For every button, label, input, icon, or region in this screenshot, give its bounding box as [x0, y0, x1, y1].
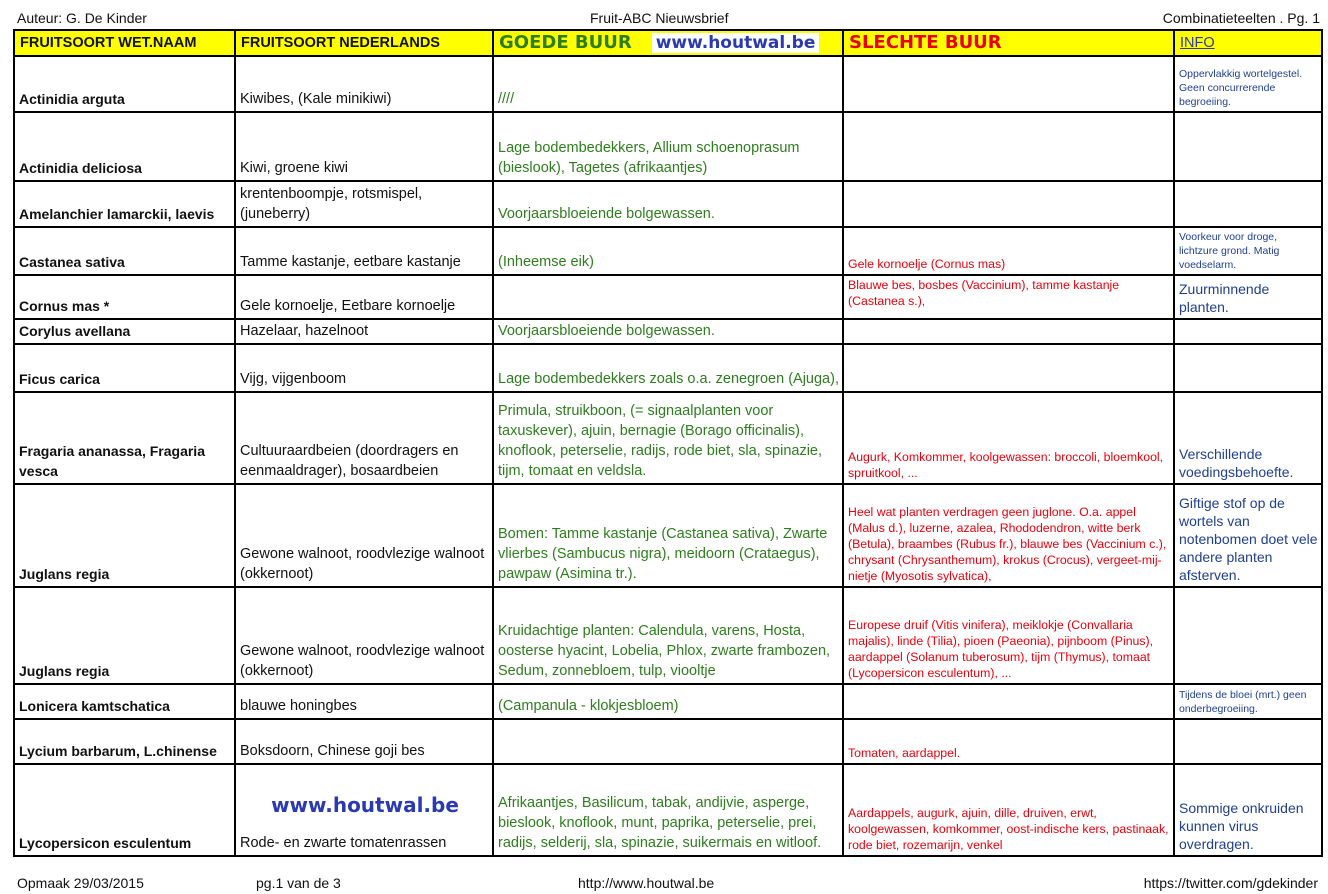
cell-good: Primula, struikboon, (= signaalplanten voor taxuskever), ajuin, bernagie (Borago officinalis), knoflook, peterselie, radijs, rode biet, sla, spinazie, tijm, tomaat en veldsla.: [493, 392, 843, 484]
cell-info: [1174, 319, 1322, 344]
combination-table: [13, 29, 1323, 857]
cell-bad: Tomaten, aardappel.: [843, 719, 1174, 764]
cell-info: [1174, 112, 1322, 181]
cell-dutch: Kiwi, groene kiwi: [235, 112, 493, 181]
cell-good: Bomen: Tamme kastanje (Castanea sativa), Zwarte vlierbes (Sambucus nigra), meidoorn (Crataegus), pawpaw (Asimina tr.).: [493, 484, 843, 587]
cell-good: (Inheemse eik): [493, 227, 843, 275]
footer-site-link[interactable]: http://www.houtwal.be: [578, 875, 715, 891]
cell-bad: [843, 684, 1174, 719]
footer-date: Opmaak 29/03/2015: [17, 875, 144, 891]
table-row: [14, 319, 1322, 344]
table-row: [14, 56, 1322, 112]
cell-dutch: blauwe honingbes: [235, 684, 493, 719]
table-row: [14, 112, 1322, 181]
cell-scientific: Castanea sativa: [14, 227, 235, 275]
cell-bad: Europese druif (Vitis vinifera), meiklokje (Convallaria majalis), linde (Tilia), pioen (Paeonia), pijnboom (Pinus), aardappel (Solanum tuberosum), tijm (Thymus), tomaat (Lycopersicon esculentum), ...: [843, 587, 1174, 684]
col-header-info: INFO: [1174, 30, 1322, 56]
cell-info: Verschillende voedingsbehoefte.: [1174, 392, 1322, 484]
footer-page: pg.1 van de 3: [256, 875, 341, 891]
table-row: [14, 587, 1322, 684]
table-row: [14, 181, 1322, 227]
cell-good: [493, 719, 843, 764]
cell-bad: [843, 344, 1174, 392]
cell-bad: [843, 112, 1174, 181]
cell-info: Giftige stof op de wortels van notenbomen doet vele andere planten afsterven.: [1174, 484, 1322, 587]
table-row: [14, 344, 1322, 392]
cell-dutch: Vijg, vijgenboom: [235, 344, 493, 392]
cell-dutch: krentenboompje, rotsmispel, (juneberry): [235, 181, 493, 227]
col-header-good-neighbor: GOEDE BUUR www.houtwal.be: [493, 30, 843, 56]
cell-good: Kruidachtige planten: Calendula, varens, Hosta, oosterse hyacint, Lobelia, Phlox, zwarte frambozen, Sedum, zonnebloem, tulp, viooltje: [493, 587, 843, 684]
cell-scientific: Actinidia arguta: [14, 56, 235, 112]
cell-scientific: Ficus carica: [14, 344, 235, 392]
cell-scientific: Lonicera kamtschatica: [14, 684, 235, 719]
cell-scientific: Juglans regia: [14, 587, 235, 684]
cell-info: Voorkeur voor droge, lichtzure grond. Matig voedselarm.: [1174, 227, 1322, 275]
cell-info: Zuurminnende planten.: [1174, 275, 1322, 319]
cell-good: Lage bodembedekkers zoals o.a. zenegroen (Ajuga),: [493, 344, 843, 392]
cell-bad: [843, 319, 1174, 344]
header-url: www.houtwal.be: [652, 33, 820, 53]
cell-good: Lage bodembedekkers, Allium schoenoprasum (bieslook), Tagetes (afrikaantjes): [493, 112, 843, 181]
table-row: [14, 764, 1322, 856]
cell-good: [493, 275, 843, 319]
cell-good: ////: [493, 56, 843, 112]
cell-bad: Blauwe bes, bosbes (Vaccinium), tamme kastanje (Castanea s.),: [843, 275, 1174, 319]
cell-bad: Augurk, Komkommer, koolgewassen: broccoli, bloemkool, spruitkool, ...: [843, 392, 1174, 484]
cell-bad: [843, 56, 1174, 112]
table-row: [14, 275, 1322, 319]
cell-good: (Campanula - klokjesbloem): [493, 684, 843, 719]
table-row: [14, 484, 1322, 587]
cell-scientific: Fragaria ananassa, Fragaria vesca: [14, 392, 235, 484]
newsletter-title: Fruit-ABC Nieuwsbrief: [590, 10, 729, 26]
cell-scientific: Lycium barbarum, L.chinense: [14, 719, 235, 764]
table-row: [14, 684, 1322, 719]
cell-info: [1174, 344, 1322, 392]
cell-info: Sommige onkruiden kunnen virus overdragen.: [1174, 764, 1322, 856]
cell-dutch: Tamme kastanje, eetbare kastanje: [235, 227, 493, 275]
cell-dutch: Boksdoorn, Chinese goji bes: [235, 719, 493, 764]
cell-dutch: [235, 764, 493, 856]
col-header-dutch: FRUITSOORT NEDERLANDS: [235, 30, 493, 56]
cell-dutch: Cultuuraardbeien (doordragers en eenmaaldrager), bosaardbeien: [235, 392, 493, 484]
table-row: [14, 227, 1322, 275]
footer-twitter-link[interactable]: https://twitter.com/gdekinder: [1143, 875, 1318, 891]
cell-bad: [843, 181, 1174, 227]
table-header-row: [14, 30, 1322, 56]
cell-bad: Heel wat planten verdragen geen juglone. O.a. appel (Malus d.), luzerne, azalea, Rhododendron, witte berk (Betula), braambes (Rubus fr.), blauwe bes (Vaccinium c.), chrysant (Chrysanthemum), krokus (Crocus), vergeet-mij-nietje (Myosotis sylvatica),: [843, 484, 1174, 587]
cell-info: Oppervlakkig wortelgestel. Geen concurrerende begroeiing.: [1174, 56, 1322, 112]
cell-info: Tijdens de bloei (mrt.) geen onderbegroeiing.: [1174, 684, 1322, 719]
cell-good: Voorjaarsbloeiende bolgewassen.: [493, 181, 843, 227]
cell-bad: Aardappels, augurk, ajuin, dille, druiven, erwt, koolgewassen, komkommer, oost-indische kers, pastinaak, rode biet, rozemarijn, venkel: [843, 764, 1174, 856]
col-header-bad-neighbor: SLECHTE BUUR: [843, 30, 1174, 56]
table-row: [14, 392, 1322, 484]
cell-good: Afrikaantjes, Basilicum, tabak, andijvie, asperge, bieslook, knoflook, munt, paprika, peterselie, prei, radijs, selderij, sla, spinazie, suikermais en witloof.: [493, 764, 843, 856]
cell-dutch: Kiwibes, (Kale minikiwi): [235, 56, 493, 112]
cell-scientific: Juglans regia: [14, 484, 235, 587]
cell-info: [1174, 587, 1322, 684]
page-label: Combinatieteelten . Pg. 1: [1162, 10, 1320, 26]
cell-dutch: Gewone walnoot, roodvlezige walnoot (okkernoot): [235, 484, 493, 587]
watermark-url: www.houtwal.be: [271, 793, 459, 817]
cell-dutch: Gewone walnoot, roodvlezige walnoot (okkernoot): [235, 587, 493, 684]
cell-good: Voorjaarsbloeiende bolgewassen.: [493, 319, 843, 344]
cell-scientific: Cornus mas *: [14, 275, 235, 319]
cell-scientific: Amelanchier lamarckii, laevis: [14, 181, 235, 227]
author-label: Auteur: G. De Kinder: [17, 10, 147, 26]
table-row: [14, 719, 1322, 764]
cell-info: [1174, 181, 1322, 227]
col-header-scientific: FRUITSOORT WET.NAAM: [14, 30, 235, 56]
cell-scientific: Corylus avellana: [14, 319, 235, 344]
cell-dutch-text: Rode- en zwarte tomatenrassen: [240, 835, 447, 851]
cell-scientific: Lycopersicon esculentum: [14, 764, 235, 856]
cell-scientific: Actinidia deliciosa: [14, 112, 235, 181]
cell-bad: Gele kornoelje (Cornus mas): [843, 227, 1174, 275]
cell-dutch: Gele kornoelje, Eetbare kornoelje: [235, 275, 493, 319]
cell-dutch: Hazelaar, hazelnoot: [235, 319, 493, 344]
cell-info: [1174, 719, 1322, 764]
